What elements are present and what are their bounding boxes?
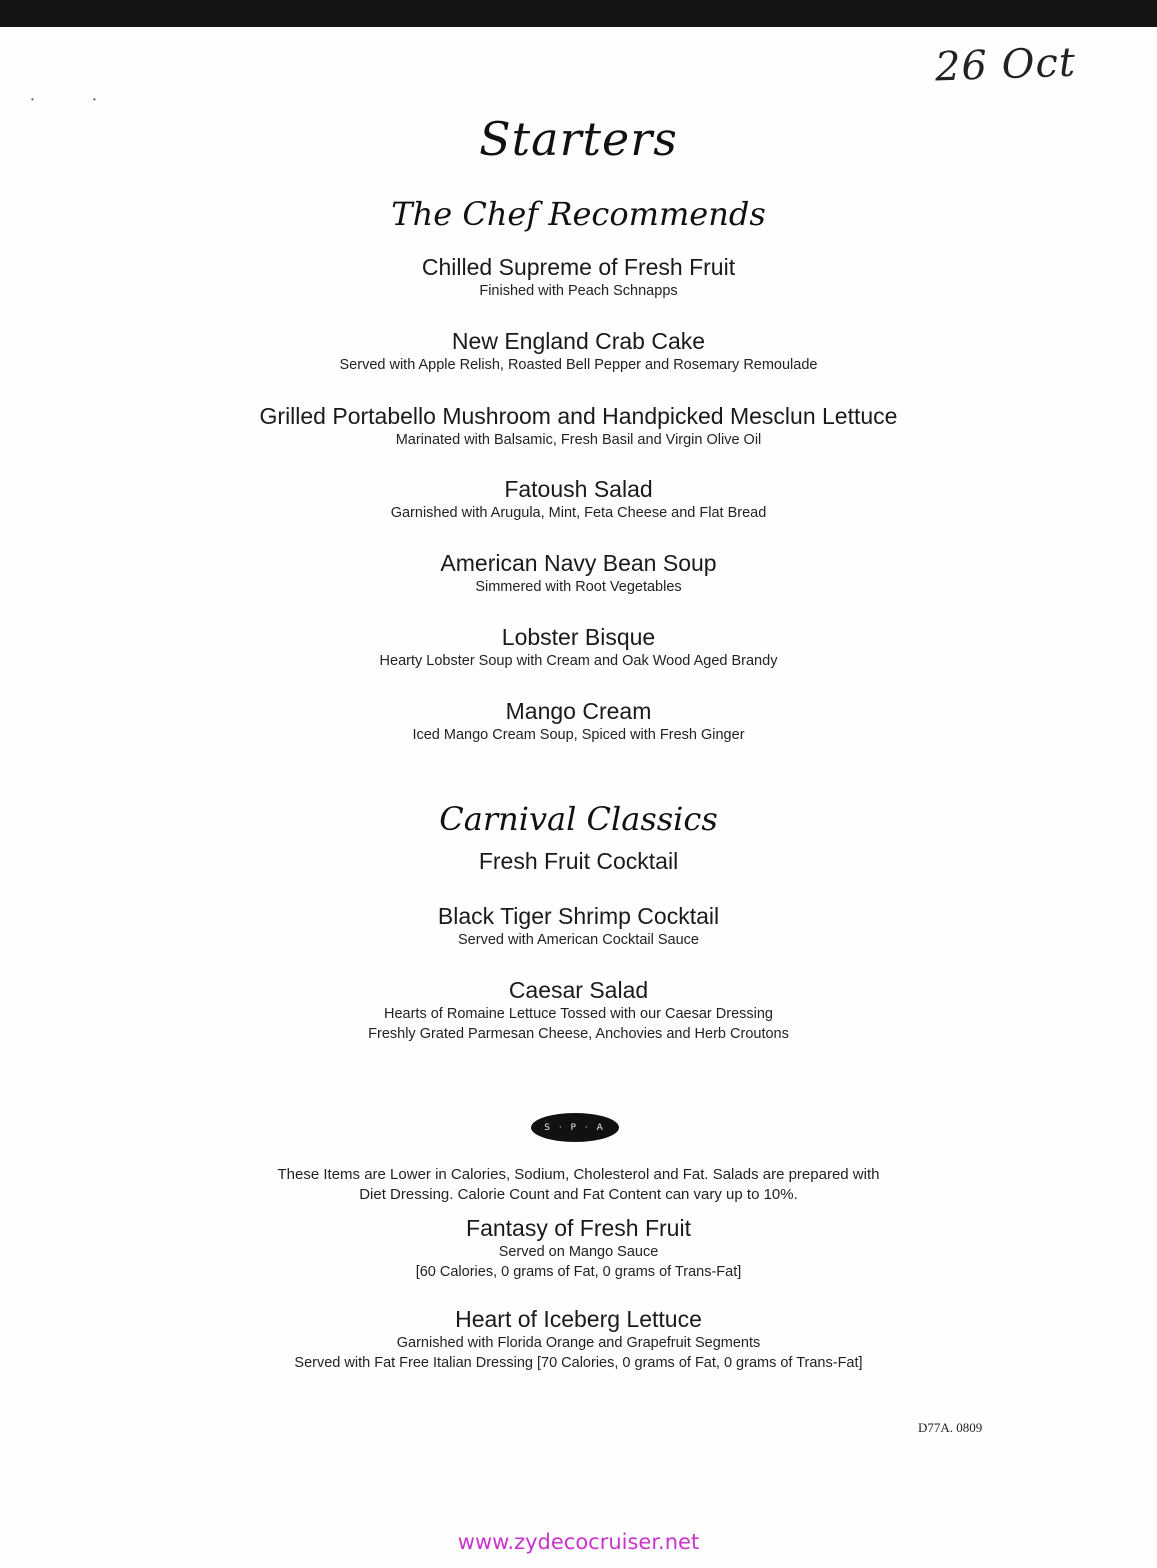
menu-item-description: Garnished with Florida Orange and Grapefruit Segments: [396, 1335, 761, 1351]
section-heading-chef-recommends: The Chef Recommends: [391, 195, 766, 233]
menu-item-description: Served with American Cocktail Sauce: [458, 932, 699, 948]
menu-item-name: American Navy Bean Soup: [440, 550, 717, 576]
menu-item-description: Hearty Lobster Soup with Cream and Oak Wood Aged Brandy: [379, 653, 778, 669]
menu-item-name: New England Crab Cake: [451, 328, 706, 354]
menu-item: [0, 698, 1157, 745]
menu-item: [0, 328, 1157, 375]
menu-item-name: Fatoush Salad: [504, 476, 653, 502]
menu-item-name: Fantasy of Fresh Fruit: [466, 1215, 691, 1241]
menu-item-name: Fresh Fruit Cocktail: [478, 848, 679, 874]
menu-item: [0, 403, 1157, 450]
menu-item-description: Served on Mango Sauce: [498, 1244, 659, 1260]
watermark-link[interactable]: www.zydecocruiser.net: [457, 1530, 700, 1554]
menu-item: [0, 624, 1157, 671]
menu-item-description: Iced Mango Cream Soup, Spiced with Fresh Ginger: [412, 727, 745, 743]
menu-item: [0, 848, 1157, 875]
scan-speck: •: [93, 95, 96, 104]
spa-note-line: Diet Dressing. Calorie Count and Fat Content can vary up to 10%.: [359, 1186, 798, 1203]
menu-item: [0, 550, 1157, 597]
menu-item: [0, 254, 1157, 301]
menu-item-name: Caesar Salad: [508, 977, 649, 1003]
menu-item-name: Grilled Portabello Mushroom and Handpicked Mesclun Lettuce: [259, 403, 898, 429]
menu-item-description: Freshly Grated Parmesan Cheese, Anchovies and Herb Croutons: [368, 1026, 789, 1042]
menu-item: [0, 903, 1157, 950]
page-title: Starters: [479, 112, 678, 166]
menu-item: [0, 476, 1157, 523]
menu-item-description: Served with Fat Free Italian Dressing [70 Calories, 0 grams of Fat, 0 grams of Trans-Fat]: [294, 1355, 863, 1371]
menu-item-name: Chilled Supreme of Fresh Fruit: [421, 254, 736, 280]
menu-item-name: Black Tiger Shrimp Cocktail: [437, 903, 720, 929]
menu-item-name: Lobster Bisque: [501, 624, 656, 650]
menu-item-description: [60 Calories, 0 grams of Fat, 0 grams of Trans-Fat]: [415, 1264, 742, 1280]
section-heading-carnival-classics: Carnival Classics: [439, 800, 718, 838]
menu-code: D77A. 0809: [918, 1420, 983, 1435]
spa-logo-text: S · P · A: [544, 1122, 606, 1133]
menu-item: [0, 977, 1157, 1044]
scan-top-border: [0, 0, 1157, 27]
menu-item-name: Mango Cream: [505, 698, 652, 724]
menu-item-description: Finished with Peach Schnapps: [479, 283, 678, 299]
spa-note: [0, 1165, 1157, 1205]
spa-note-line: These Items are Lower in Calories, Sodium, Cholesterol and Fat. Salads are prepared with: [277, 1166, 880, 1183]
menu-item-description: Hearts of Romaine Lettuce Tossed with our Caesar Dressing: [383, 1006, 773, 1022]
menu-item-name: Heart of Iceberg Lettuce: [455, 1306, 702, 1332]
menu-item: [0, 1306, 1157, 1373]
menu-item-description: Marinated with Balsamic, Fresh Basil and Virgin Olive Oil: [395, 432, 762, 448]
menu-item-description: Garnished with Arugula, Mint, Feta Cheese and Flat Bread: [390, 505, 767, 521]
menu-item-description: Simmered with Root Vegetables: [475, 579, 682, 595]
spa-logo: [531, 1113, 619, 1142]
menu-item: [0, 1215, 1157, 1282]
scan-speck: •: [31, 95, 34, 104]
handwritten-date-note: 26 Oct: [934, 39, 1077, 91]
menu-item-description: Served with Apple Relish, Roasted Bell Pepper and Rosemary Remoulade: [339, 357, 818, 373]
